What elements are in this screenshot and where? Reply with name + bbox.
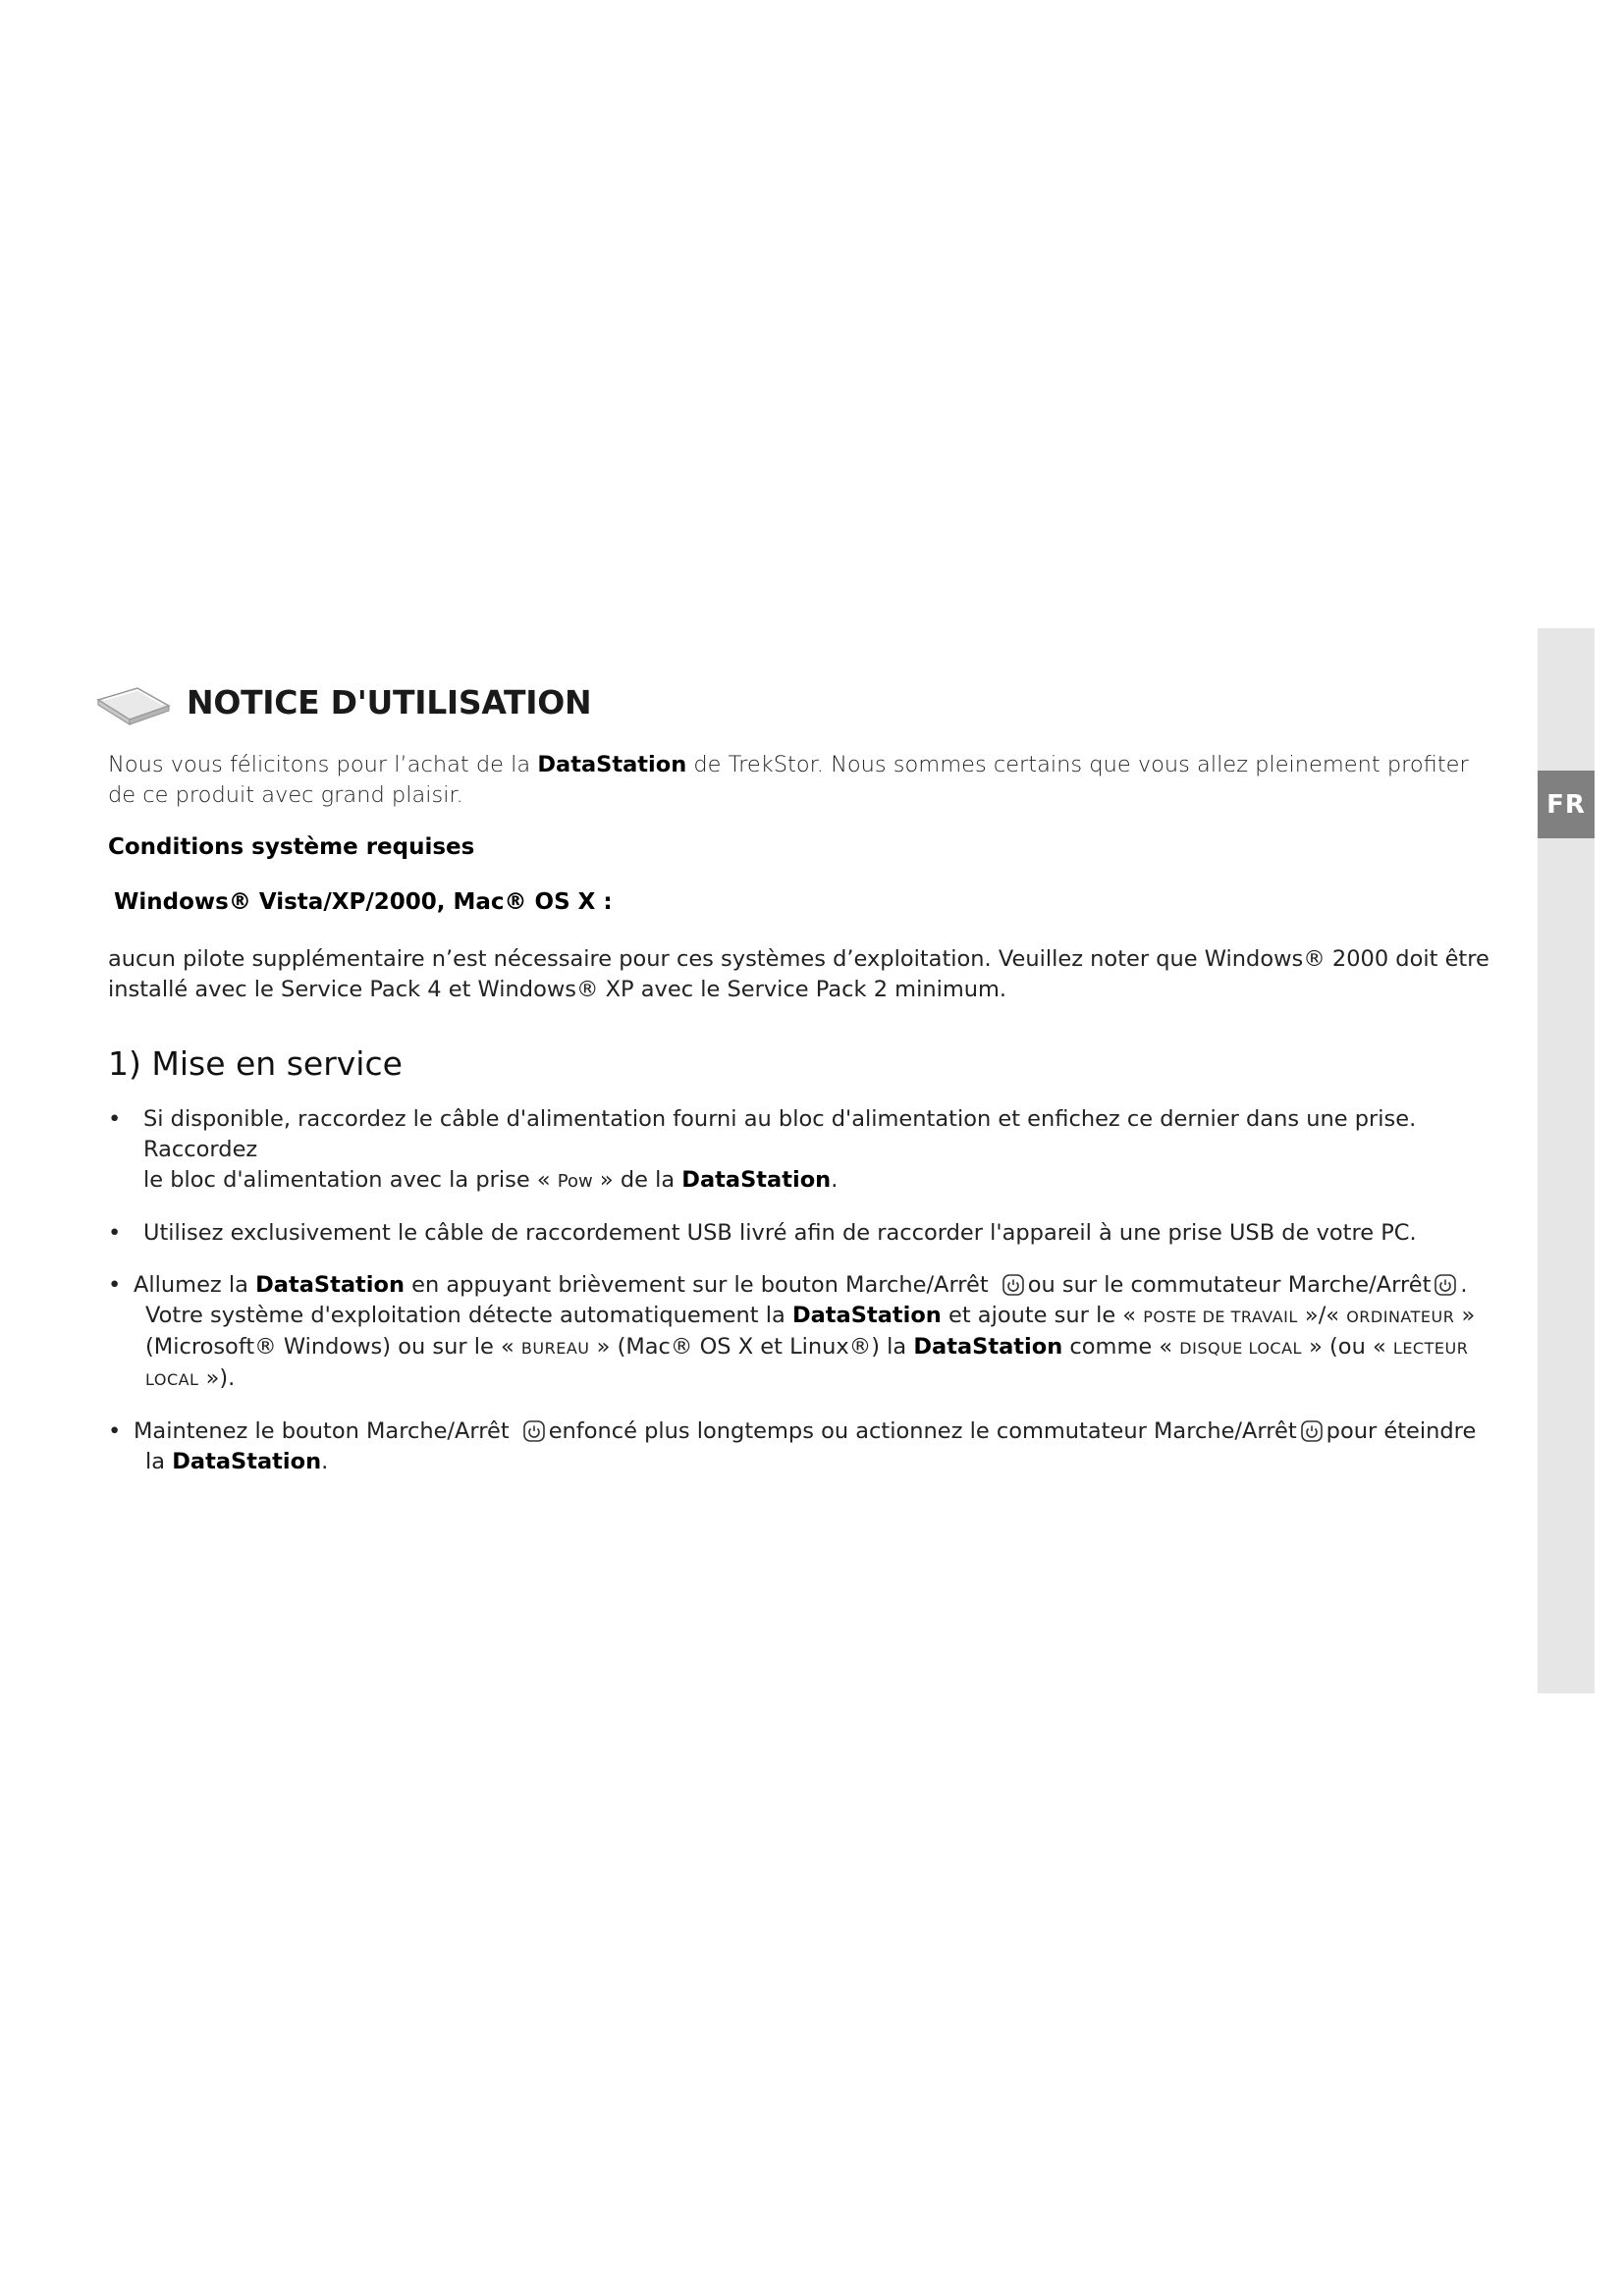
list-item: • Utilisez exclusivement le câble de raccordement USB livré afin de raccorder l'appareil à une prise USB de votre PC. <box>108 1218 1502 1249</box>
list-item: • Si disponible, raccordez le câble d'alimentation fourni au bloc d'alimentation et enfichez ce dernier dans une prise. Raccordez le bloc d'alimentation avec la prise « Pow » de la DataStation. <box>108 1106 1417 1193</box>
page-title: NOTICE D'UTILISATION <box>187 682 592 721</box>
power-switch-icon <box>1435 1274 1456 1296</box>
list-item: • Maintenez le bouton Marche/Arrêt enfoncé plus longtemps ou actionnez le commutateur Marche/Arrêt pour éteindre la DataStation. <box>108 1418 1477 1474</box>
brand-name: DataStation <box>791 1303 942 1328</box>
hard-drive-icon <box>94 678 173 725</box>
brand-name: DataStation <box>913 1334 1063 1360</box>
title-row <box>94 667 1502 736</box>
bullet-dot: • <box>108 1106 122 1132</box>
bullet-list <box>108 1104 1502 1477</box>
bullet-dot: • <box>108 1418 122 1444</box>
brand-name: DataStation <box>537 752 687 777</box>
power-switch-icon <box>1301 1420 1323 1442</box>
os-heading: Windows® Vista/XP/2000, Mac® OS X : <box>114 889 613 915</box>
power-button-icon <box>1002 1274 1024 1296</box>
intro-paragraph: Nous vous félicitons pour l’achat de la DataStation de TrekStor. Nous sommes certains que vous allez pleinement profiter de ce produit avec grand plaisir. <box>108 752 1469 808</box>
power-port-label: Pow <box>557 1171 593 1192</box>
bullet-dot: • <box>108 1272 122 1298</box>
section-heading: 1) Mise en service <box>108 1044 403 1083</box>
requirements-text: aucun pilote supplémentaire n’est nécessaire pour ces systèmes d’exploitation. Veuillez noter que Windows® 2000 doit être installé avec le Service Pack 4 et Windows® XP avec le Service Pack 2 minimum. <box>108 946 1489 1002</box>
requirements-heading: Conditions système requises <box>108 834 475 860</box>
page-content <box>108 667 1502 1499</box>
power-button-icon <box>523 1420 545 1442</box>
bullet-dot: • <box>108 1220 122 1246</box>
list-item: • Allumez la DataStation en appuyant brièvement sur le bouton Marche/Arrêt ou sur le commutateur Marche/Arrêt . Votre système d'exploitation détecte automatiquement la DataStation et ajoute sur le « POSTE DE TRAVAIL »/« ORDINATEUR » (Microsoft® Windows) ou sur le « BUREAU » (Mac® OS X et Linux®) la DataStation comme « DISQUE LOCAL » (ou « LECTEUR LOCAL »). <box>108 1272 1476 1391</box>
brand-name: DataStation <box>255 1272 405 1298</box>
language-badge: FR <box>1538 771 1595 838</box>
brand-name: DataStation <box>172 1449 322 1474</box>
brand-name: DataStation <box>681 1167 832 1193</box>
